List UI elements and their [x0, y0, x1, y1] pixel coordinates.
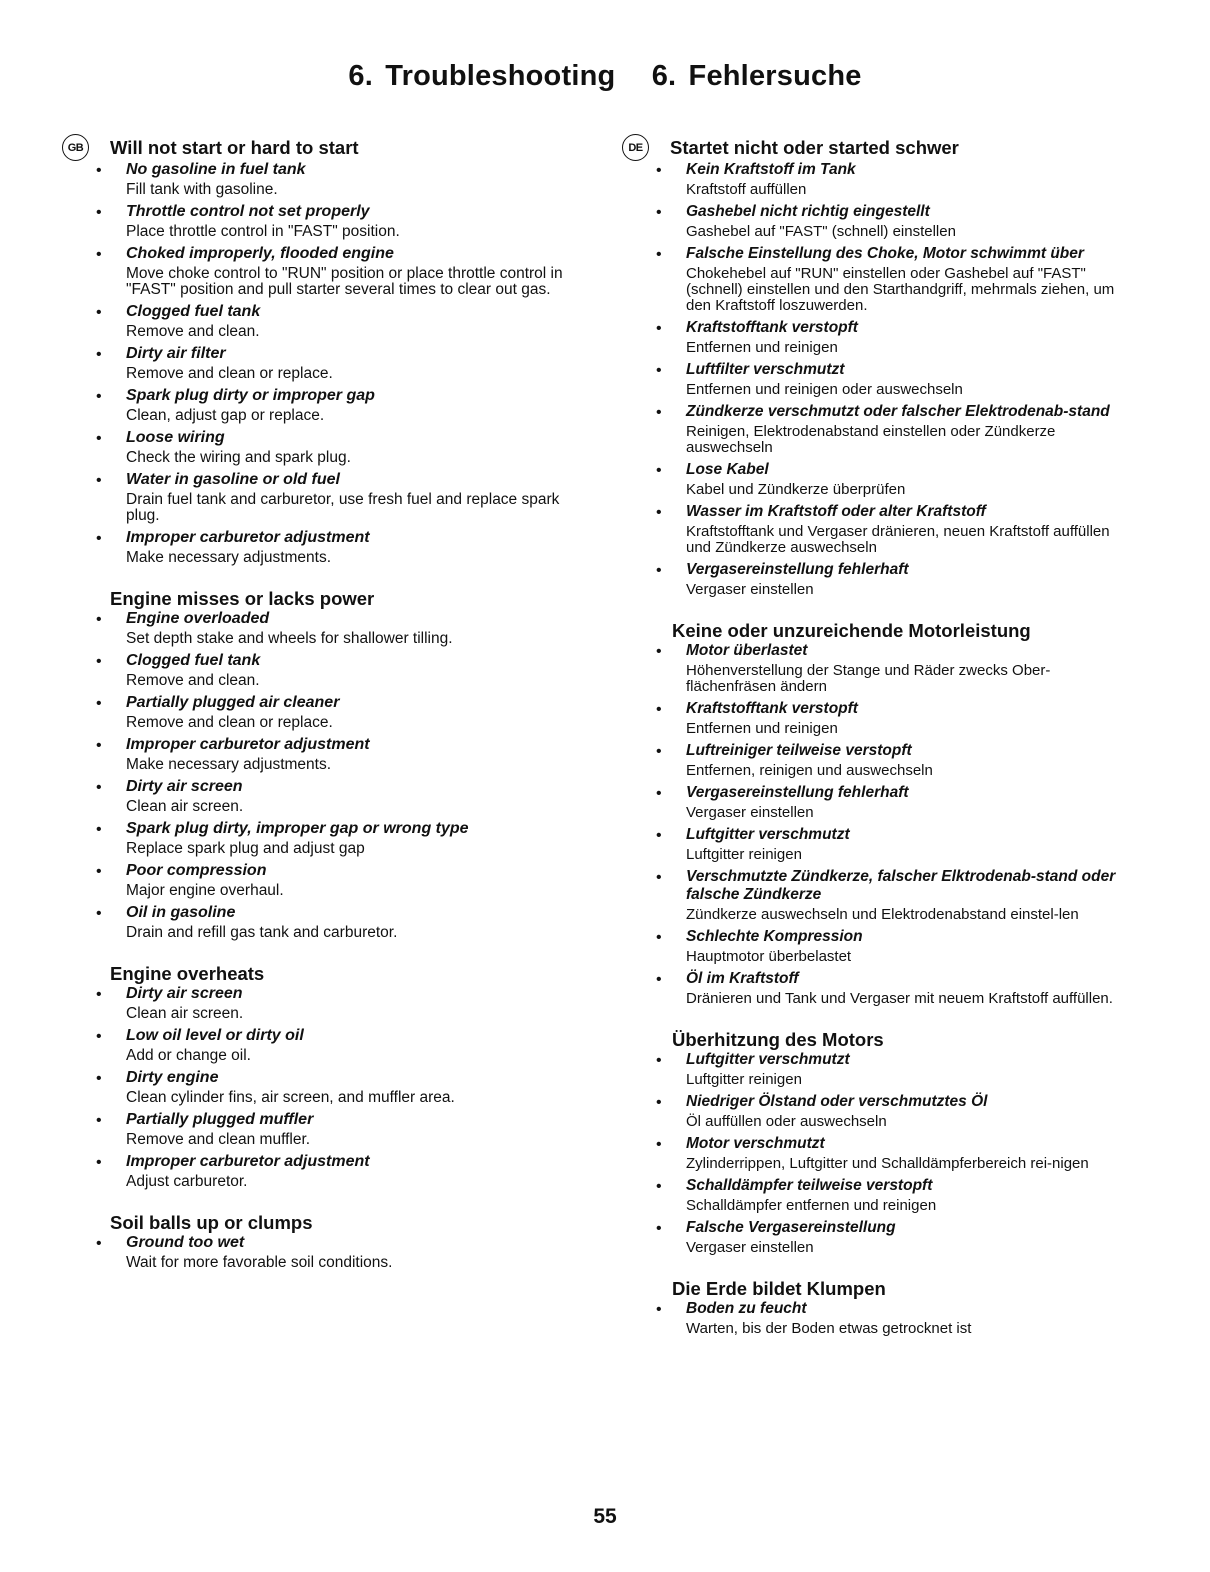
list-item [62, 652, 582, 689]
list-item [62, 303, 582, 340]
cause-text: • Spark plug dirty, improper gap or wrong type [126, 820, 469, 837]
remedy-text: Chokehebel auf "RUN" einstellen oder Gashebel auf "FAST" (schnell) einstellen und den Starthandgriff, mehrmals ziehen, um den Kraftstoff loszuwerden. [686, 265, 1115, 314]
problem-list [62, 1234, 582, 1271]
cause-text: • Luftreiniger teilweise verstopft [686, 742, 912, 759]
remedy-text: Hauptmotor überbelastet [686, 948, 852, 965]
troubleshooting-section [62, 1212, 582, 1271]
list-item [622, 970, 1127, 1007]
cause-text: • No gasoline in fuel tank [126, 161, 306, 178]
cause-text: • Öl im Kraftstoff [686, 970, 799, 987]
remedy-text: Remove and clean or replace. [126, 365, 333, 382]
cause-text: • Kein Kraftstoff im Tank [686, 161, 856, 178]
cause-text: • Zündkerze verschmutzt oder falscher Elektrodenab-stand [686, 403, 1110, 420]
remedy-text: Drain fuel tank and carburetor, use fresh fuel and replace spark plug. [126, 491, 560, 524]
remedy-text: Wait for more favorable soil conditions. [126, 1254, 393, 1271]
remedy-text: Öl auffüllen oder auswechseln [686, 1113, 887, 1130]
cause-text: • Luftfilter verschmutzt [686, 361, 845, 378]
troubleshooting-section [622, 1029, 1127, 1256]
cause-text: • Luftgitter verschmutzt [686, 826, 850, 843]
cause-text: • Throttle control not set properly [126, 203, 370, 220]
cause-text: • Dirty air filter [126, 345, 226, 362]
column-gb [62, 134, 582, 1293]
list-item [622, 361, 1127, 398]
list-item [62, 1153, 582, 1190]
remedy-text: Clean air screen. [126, 798, 244, 815]
list-item [62, 1069, 582, 1106]
cause-text: • Engine overloaded [126, 610, 270, 627]
problem-list [62, 985, 582, 1190]
remedy-text: Dränieren und Tank und Vergaser mit neuem Kraftstoff auffüllen. [686, 990, 1113, 1007]
remedy-text: Adjust carburetor. [126, 1173, 248, 1190]
section-title: Keine oder unzureichende Motorleistung [672, 620, 1031, 641]
cause-text: • Lose Kabel [686, 461, 769, 478]
remedy-text: Move choke control to "RUN" position or place throttle control in "FAST" position and pull starter several times to clear out gas. [126, 265, 563, 298]
cause-text: • Ground too wet [126, 1234, 245, 1251]
cause-text: • Luftgitter verschmutzt [686, 1051, 850, 1068]
remedy-text: Vergaser einstellen [686, 581, 814, 598]
remedy-text: Luftgitter reinigen [686, 846, 802, 863]
section-title: Engine misses or lacks power [110, 588, 375, 609]
cause-text: • Schlechte Kompression [686, 928, 863, 945]
language-badge-icon: GB [62, 134, 89, 161]
list-item [62, 1027, 582, 1064]
cause-text: • Motor verschmutzt [686, 1135, 825, 1152]
cause-text: • Clogged fuel tank [126, 652, 261, 669]
remedy-text: Clean cylinder fins, air screen, and muffler area. [126, 1089, 455, 1106]
cause-text: • Falsche Einstellung des Choke, Motor schwimmt über [686, 245, 1084, 262]
list-item [62, 820, 582, 857]
list-item [62, 245, 582, 298]
list-item [62, 1111, 582, 1148]
cause-text: • Motor überlastet [686, 642, 808, 659]
list-item [622, 1051, 1127, 1088]
remedy-text: Add or change oil. [126, 1047, 251, 1064]
cause-text: • Schalldämpfer teilweise verstopft [686, 1177, 933, 1194]
remedy-text: Remove and clean. [126, 323, 260, 340]
list-item [62, 778, 582, 815]
cause-text: • Choked improperly, flooded engine [126, 245, 394, 262]
list-item [622, 561, 1127, 598]
remedy-text: Check the wiring and spark plug. [126, 449, 351, 466]
list-item [622, 1177, 1127, 1214]
cause-text: • Clogged fuel tank [126, 303, 261, 320]
section-title: Will not start or hard to start [110, 136, 359, 158]
list-item [622, 1135, 1127, 1172]
section-header [622, 134, 1127, 161]
cause-text: • Boden zu feucht [686, 1300, 807, 1317]
cause-text: • Kraftstofftank verstopft [686, 700, 858, 717]
list-item [622, 203, 1127, 240]
cause-text: • Niedriger Ölstand oder verschmutztes Öl [686, 1093, 988, 1110]
list-item [622, 319, 1127, 356]
problem-list [622, 161, 1127, 598]
list-item [62, 1234, 582, 1271]
cause-text: • Vergasereinstellung fehlerhaft [686, 561, 909, 578]
troubleshooting-section [622, 1278, 1127, 1337]
page-title-gb: 6. Troubleshooting [348, 60, 616, 92]
list-item [622, 826, 1127, 863]
list-item [62, 736, 582, 773]
cause-text: • Improper carburetor adjustment [126, 736, 370, 753]
troubleshooting-section [622, 134, 1127, 598]
remedy-text: Clean, adjust gap or replace. [126, 407, 325, 424]
remedy-text: Drain and refill gas tank and carburetor. [126, 924, 398, 941]
list-item [62, 203, 582, 240]
remedy-text: Kraftstofftank und Vergaser dränieren, neuen Kraftstoff auffüllen und Zündkerze auswechseln [686, 523, 1110, 556]
remedy-text: Reinigen, Elektrodenabstand einstellen oder Zündkerze auswechseln [686, 423, 1056, 456]
list-item [622, 700, 1127, 737]
list-item [62, 161, 582, 198]
cause-text: • Water in gasoline or old fuel [126, 471, 340, 488]
remedy-text: Vergaser einstellen [686, 1239, 814, 1256]
remedy-text: Luftgitter reinigen [686, 1071, 802, 1088]
remedy-text: Kraftstoff auffüllen [686, 181, 807, 198]
remedy-text: Entfernen, reinigen und auswechseln [686, 762, 933, 779]
list-item [62, 345, 582, 382]
problem-list [622, 1051, 1127, 1256]
troubleshooting-section [62, 134, 582, 566]
list-item [622, 784, 1127, 821]
remedy-text: Zylinderrippen, Luftgitter und Schalldämpferbereich rei-nigen [686, 1155, 1089, 1172]
remedy-text: Entfernen und reinigen oder auswechseln [686, 381, 963, 398]
list-item [62, 387, 582, 424]
page-title-de: 6. Fehlersuche [651, 60, 862, 92]
list-item [62, 529, 582, 566]
language-badge-icon: DE [622, 134, 649, 161]
list-item [622, 403, 1127, 456]
remedy-text: Make necessary adjustments. [126, 549, 332, 566]
remedy-text: Remove and clean. [126, 672, 260, 689]
section-title: Engine overheats [110, 963, 265, 984]
remedy-text: Make necessary adjustments. [126, 756, 332, 773]
list-item [622, 461, 1127, 498]
cause-text: • Dirty air screen [126, 778, 243, 795]
troubleshooting-section [62, 963, 582, 1190]
cause-text: • Dirty engine [126, 1069, 219, 1086]
remedy-text: Warten, bis der Boden etwas getrocknet ist [686, 1320, 972, 1337]
cause-text: • Improper carburetor adjustment [126, 529, 370, 546]
cause-text: • Low oil level or dirty oil [126, 1027, 304, 1044]
remedy-text: Entfernen und reinigen [686, 720, 838, 737]
remedy-text: Höhenverstellung der Stange und Räder zwecks Ober-flächenfräsen ändern [686, 662, 1051, 695]
list-item [622, 1219, 1127, 1256]
remedy-text: Remove and clean muffler. [126, 1131, 311, 1148]
troubleshooting-section [62, 588, 582, 941]
cause-text: • Partially plugged air cleaner [126, 694, 340, 711]
list-item [62, 610, 582, 647]
remedy-text: Clean air screen. [126, 1005, 244, 1022]
remedy-text: Remove and clean or replace. [126, 714, 333, 731]
remedy-text: Replace spark plug and adjust gap [126, 840, 365, 857]
cause-text: • Loose wiring [126, 429, 225, 446]
cause-text: • Spark plug dirty or improper gap [126, 387, 375, 404]
list-item [62, 429, 582, 466]
cause-text: • Wasser im Kraftstoff oder alter Kraftstoff [686, 503, 986, 520]
list-item [62, 471, 582, 524]
list-item [62, 985, 582, 1022]
cause-text: • Kraftstofftank verstopft [686, 319, 858, 336]
problem-list [622, 642, 1127, 1007]
remedy-text: Major engine overhaul. [126, 882, 284, 899]
list-item [622, 742, 1127, 779]
list-item [622, 642, 1127, 695]
list-item [622, 245, 1127, 314]
list-item [62, 694, 582, 731]
list-item [622, 928, 1127, 965]
cause-text: • Dirty air screen [126, 985, 243, 1002]
cause-text: • Oil in gasoline [126, 904, 236, 921]
problem-list [62, 161, 582, 566]
cause-text: • Verschmutzte Zündkerze, falscher Elktrodenab-stand oder falsche Zündkerze [686, 868, 1116, 903]
remedy-text: Zündkerze auswechseln und Elektrodenabstand einstel-len [686, 906, 1079, 923]
remedy-text: Place throttle control in "FAST" position. [126, 223, 400, 240]
list-item [622, 868, 1127, 923]
cause-text: • Poor compression [126, 862, 267, 879]
remedy-text: Vergaser einstellen [686, 804, 814, 821]
section-title: Startet nicht oder started schwer [670, 136, 959, 158]
troubleshooting-section [622, 620, 1127, 1007]
section-title: Soil balls up or clumps [110, 1212, 313, 1233]
cause-text: • Falsche Vergasereinstellung [686, 1219, 896, 1236]
page-title [0, 60, 1210, 93]
column-de [622, 134, 1127, 1359]
remedy-text: Gashebel auf "FAST" (schnell) einstellen [686, 223, 956, 240]
list-item [62, 904, 582, 941]
remedy-text: Fill tank with gasoline. [126, 181, 278, 198]
list-item [62, 862, 582, 899]
list-item [622, 1300, 1127, 1337]
list-item [622, 161, 1127, 198]
list-item [622, 1093, 1127, 1130]
cause-text: • Partially plugged muffler [126, 1111, 314, 1128]
cause-text: • Gashebel nicht richtig eingestellt [686, 203, 930, 220]
remedy-text: Schalldämpfer entfernen und reinigen [686, 1197, 937, 1214]
remedy-text: Entfernen und reinigen [686, 339, 838, 356]
cause-text: • Vergasereinstellung fehlerhaft [686, 784, 909, 801]
section-title: Die Erde bildet Klumpen [672, 1278, 886, 1299]
remedy-text: Set depth stake and wheels for shallower tilling. [126, 630, 453, 647]
section-title: Überhitzung des Motors [672, 1029, 884, 1050]
remedy-text: Kabel und Zündkerze überprüfen [686, 481, 906, 498]
problem-list [62, 610, 582, 941]
section-header [62, 134, 582, 161]
cause-text: • Improper carburetor adjustment [126, 1153, 370, 1170]
page-number: 55 [593, 1505, 617, 1528]
problem-list [622, 1300, 1127, 1337]
list-item [622, 503, 1127, 556]
